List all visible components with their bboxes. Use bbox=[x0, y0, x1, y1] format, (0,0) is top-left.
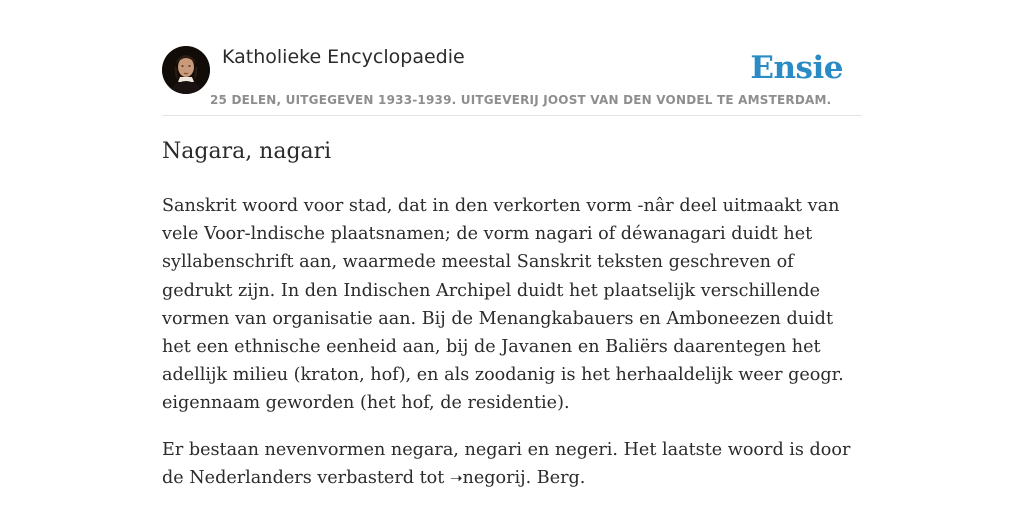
portrait-avatar-icon[interactable] bbox=[162, 46, 210, 94]
xref-label: negorij bbox=[462, 467, 526, 488]
source-title-link[interactable]: Katholieke Encyclopaedie bbox=[222, 46, 465, 68]
paragraph-2-start: Er bestaan nevenvormen negara, negari en negeri. Het laatste woord is door de Nederlanders verbasterd tot bbox=[162, 439, 851, 488]
xref-link-negorij[interactable] bbox=[450, 468, 526, 488]
entry-title: Nagara, nagari bbox=[162, 139, 332, 164]
entry-body bbox=[162, 192, 862, 510]
arrow-right-icon: ➝ bbox=[449, 468, 463, 487]
header bbox=[162, 0, 862, 116]
page-container bbox=[162, 0, 862, 488]
paragraph-2-end: . Berg. bbox=[525, 467, 586, 488]
entry-paragraph-2 bbox=[162, 436, 862, 492]
source-meta: 25 DELEN, UITGEGEVEN 1933-1939. UITGEVERIJ JOOST VAN DEN VONDEL TE AMSTERDAM. bbox=[210, 93, 832, 107]
entry-paragraph-1: Sanskrit woord voor stad, dat in den verkorten vorm -nâr deel uitmaakt van vele Voor-lndische plaatsnamen; de vorm nagari of déwanagari duidt het syllabenschrift aan, waarmede meestal Sanskrit teksten geschreven of gedrukt zijn. In den Indischen Archipel duidt het plaatselijk verschillende vormen van organisatie aan. Bij de Menangkabauers en Amboneezen duidt het een ethnische eenheid aan, bij de Javanen en Baliërs daarentegen het adellijk milieu (kraton, hof), en als zoodanig is het herhaaldelijk weer geogr. eigennaam geworden (het hof, de residentie). bbox=[162, 196, 844, 414]
portrait-image bbox=[162, 46, 210, 94]
ensie-logo[interactable]: Ensie bbox=[750, 50, 843, 86]
